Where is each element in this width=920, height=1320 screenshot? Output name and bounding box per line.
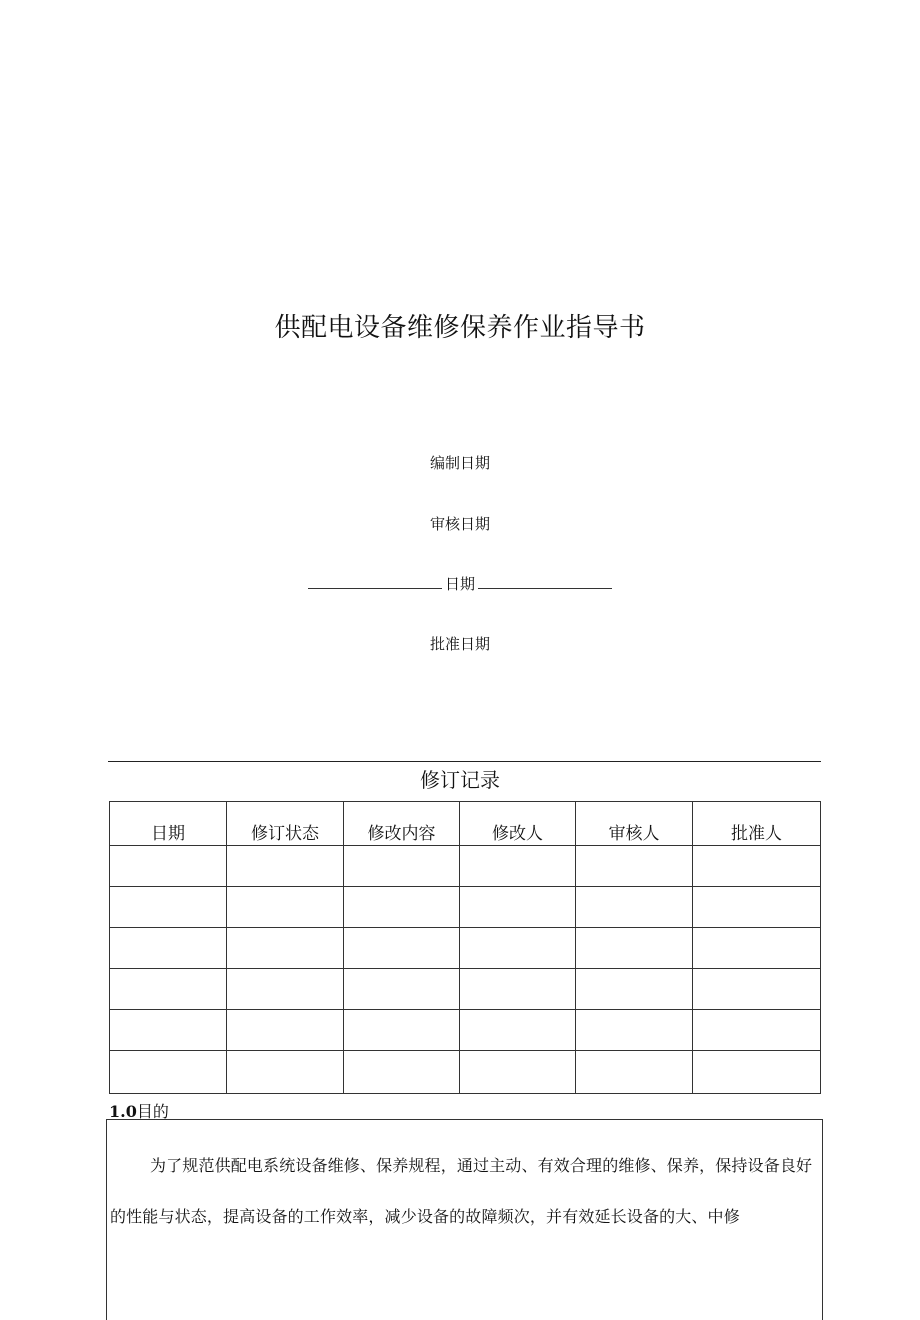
table-row: [110, 887, 821, 928]
column-header-approver: 批准人: [693, 802, 821, 846]
table-cell: [344, 969, 460, 1010]
table-cell: [460, 1051, 576, 1094]
right-blank-underline: [478, 578, 612, 589]
table-cell: [227, 1010, 344, 1051]
table-cell: [576, 1010, 693, 1051]
purpose-text-box: [106, 1119, 823, 1320]
section-title: 目的: [136, 1102, 169, 1121]
section-number: 1.0: [109, 1102, 137, 1121]
table-cell: [576, 1051, 693, 1094]
table-cell: [460, 928, 576, 969]
table-cell: [344, 1051, 460, 1094]
compiled-date-label: 编制日期: [429, 454, 490, 472]
revision-record-table: [109, 801, 821, 1094]
table-cell: [693, 1051, 821, 1094]
table-cell: [110, 887, 227, 928]
table-cell: [110, 928, 227, 969]
document-title: 供配电设备维修保养作业指导书: [274, 313, 646, 343]
table-row: [110, 928, 821, 969]
table-cell: [693, 1010, 821, 1051]
table-cell: [344, 928, 460, 969]
column-header-modified-by: 修改人: [460, 802, 576, 846]
table-header-row: [110, 802, 821, 846]
table-cell: [576, 928, 693, 969]
column-header-revision-status: 修订状态: [227, 802, 344, 846]
table-cell: [227, 1051, 344, 1094]
table-cell: [460, 887, 576, 928]
table-cell: [460, 846, 576, 887]
table-cell: [344, 887, 460, 928]
table-cell: [693, 846, 821, 887]
table-cell: [576, 887, 693, 928]
column-header-reviewer: 审核人: [576, 802, 693, 846]
table-cell: [227, 928, 344, 969]
table-row: [110, 1051, 821, 1094]
signoff-date-label: 日期: [444, 575, 475, 593]
table-cell: [460, 969, 576, 1010]
signoff-date-line: [0, 573, 920, 594]
table-cell: [227, 969, 344, 1010]
table-cell: [460, 1010, 576, 1051]
table-cell: [693, 969, 821, 1010]
table-cell: [110, 846, 227, 887]
purpose-paragraph: 为了规范供配电系统设备维修、保养规程，通过主动、有效合理的维修、保养，保持设备良好的性能与状态，提高设备的工作效率，减少设备的故障频次，并有效延长设备的大、中修: [110, 1156, 813, 1226]
table-cell: [693, 887, 821, 928]
table-row: [110, 846, 821, 887]
table-cell: [227, 846, 344, 887]
revision-record-heading: 修订记录: [420, 768, 500, 792]
table-cell: [227, 887, 344, 928]
revision-top-rule: [108, 761, 821, 762]
column-header-change-content: 修改内容: [344, 802, 460, 846]
table-cell: [110, 1010, 227, 1051]
table-cell: [110, 969, 227, 1010]
column-header-date: 日期: [110, 802, 227, 846]
table-row: [110, 1010, 821, 1051]
reviewed-date-label: 审核日期: [429, 515, 490, 533]
table-cell: [693, 928, 821, 969]
left-blank-underline: [308, 578, 442, 589]
table-cell: [344, 1010, 460, 1051]
table-row: [110, 969, 821, 1010]
approved-date-label: 批准日期: [429, 635, 490, 653]
table-cell: [576, 969, 693, 1010]
table-cell: [576, 846, 693, 887]
table-cell: [110, 1051, 227, 1094]
table-cell: [344, 846, 460, 887]
